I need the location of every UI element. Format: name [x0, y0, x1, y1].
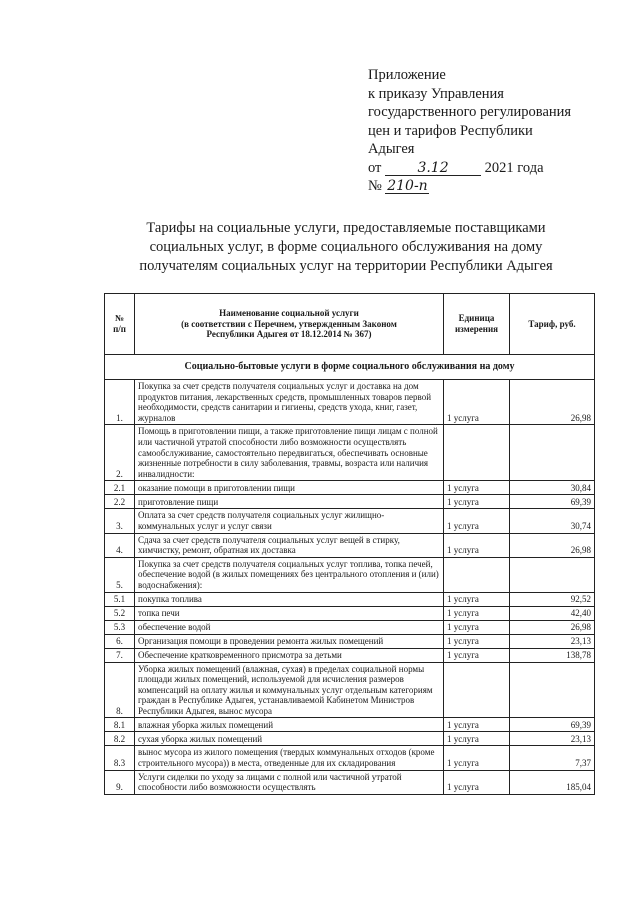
table-row	[105, 557, 595, 592]
row-price: 26,98	[510, 533, 595, 557]
date-prefix: от	[368, 159, 382, 176]
appendix-line: к приказу Управления	[368, 85, 504, 102]
title-line: Тарифы на социальные услуги, предоставляемые поставщиками	[146, 220, 546, 236]
row-name: Покупка за счет средств получателя социальных услуг и доставка на дом продуктов питания, лекарственных средств, промышленных товаров первой необходимости, средств санитарии и гигиены, средств ухода, книг, газет, журналов	[135, 380, 444, 425]
row-name: Сдача за счет средств получателя социальных услуг вещей в стирку, химчистку, ремонт, обратная их доставка	[135, 533, 444, 557]
row-name: Уборка жилых помещений (влажная, сухая) в пределах социальной нормы площади жилых помещений, используемой для исчисления размеров компенсаций на оплату жилья и коммунальных услуг отдельным категориям граждан в Республике Адыгея, устанавливаемой Кабинетом Министров Республики Адыгея, вынос мусора	[135, 662, 444, 718]
row-name: вынос мусора из жилого помещения (твердых коммунальных отходов (кроме строительного мусора)) в места, отведенные для их складирования	[135, 746, 444, 770]
appendix-date-line	[368, 159, 571, 178]
row-price: 185,04	[510, 770, 595, 794]
row-unit: 1 услуга	[444, 380, 510, 425]
row-unit: 1 услуга	[444, 592, 510, 606]
row-price: 138,78	[510, 648, 595, 662]
row-unit: 1 услуга	[444, 606, 510, 620]
row-name: Обеспечение кратковременного присмотра за детьми	[135, 648, 444, 662]
row-unit: 1 услуга	[444, 509, 510, 533]
row-name: покупка топлива	[135, 592, 444, 606]
table-row	[105, 634, 595, 648]
row-unit: 1 услуга	[444, 746, 510, 770]
row-price: 30,74	[510, 509, 595, 533]
appendix-line: цен и тарифов Республики	[368, 122, 533, 139]
table-row	[105, 495, 595, 509]
row-unit	[444, 662, 510, 718]
row-unit: 1 услуга	[444, 732, 510, 746]
handwritten-date: 3.12	[385, 161, 481, 176]
header-name: Наименование социальной услуги (в соответствии с Перечнем, утвержденным Законом Республики Адыгея от 18.12.2014 № 367)	[135, 294, 444, 355]
row-unit: 1 услуга	[444, 770, 510, 794]
row-name: топка печи	[135, 606, 444, 620]
row-name: обеспечение водой	[135, 620, 444, 634]
row-num: 8.	[105, 662, 135, 718]
appendix-line: Адыгея	[368, 141, 415, 157]
row-name: Оплата за счет средств получателя социальных услуг жилищно-коммунальных услуг и услуг связи	[135, 509, 444, 533]
section-title: Социально-бытовые услуги в форме социального обслуживания на дому	[105, 355, 595, 380]
title-line: получателям социальных услуг на территории Республики Адыгея	[139, 258, 553, 274]
row-unit: 1 услуга	[444, 620, 510, 634]
row-unit: 1 услуга	[444, 634, 510, 648]
row-num: 4.	[105, 533, 135, 557]
row-name: Помощь в приготовлении пищи, а также приготовление пищи лицам с полной или частичной утратой способности либо возможности осуществлять самообслуживание, самостоятельно передвигаться, обеспечивать основные жизненные потребности в силу заболевания, травмы, возраста или наличия инвалидности:	[135, 425, 444, 481]
row-num: 2.2	[105, 495, 135, 509]
row-name: Покупка за счет средств получателя социальных услуг топлива, топка печей, обеспечение водой (в жилых помещениях без центрального отопления и (или) водоснабжения):	[135, 557, 444, 592]
title-line: социальных услуг, в форме социального обслуживания на дому	[149, 239, 543, 255]
row-price: 23,13	[510, 634, 595, 648]
table-row	[105, 380, 595, 425]
header-price: Тариф, руб.	[510, 294, 595, 355]
row-price: 92,52	[510, 592, 595, 606]
row-name: сухая уборка жилых помещений	[135, 732, 444, 746]
row-unit: 1 услуга	[444, 533, 510, 557]
table-row	[105, 770, 595, 794]
row-unit: 1 услуга	[444, 648, 510, 662]
row-num: 3.	[105, 509, 135, 533]
table-row	[105, 592, 595, 606]
table-row	[105, 662, 595, 718]
document-title	[100, 219, 592, 276]
row-price: 30,84	[510, 481, 595, 495]
header-num: № п/п	[105, 294, 135, 355]
table-row	[105, 481, 595, 495]
row-price	[510, 662, 595, 718]
appendix-line: Приложение	[368, 67, 446, 83]
row-num: 2.	[105, 425, 135, 481]
row-unit	[444, 557, 510, 592]
table-row	[105, 648, 595, 662]
number-prefix: №	[368, 178, 382, 194]
table-row	[105, 533, 595, 557]
table-row	[105, 732, 595, 746]
row-name: влажная уборка жилых помещений	[135, 718, 444, 732]
row-name: Услуги сиделки по уходу за лицами с полной или частичной утратой способности либо возможности осуществлять	[135, 770, 444, 794]
row-price: 7,37	[510, 746, 595, 770]
row-unit	[444, 425, 510, 481]
appendix-line: государственного регулирования	[368, 104, 572, 120]
row-num: 8.1	[105, 718, 135, 732]
appendix-number-line	[368, 177, 571, 196]
row-price: 42,40	[510, 606, 595, 620]
row-price: 69,39	[510, 718, 595, 732]
row-num: 2.1	[105, 481, 135, 495]
row-name: Организация помощи в проведении ремонта жилых помещений	[135, 634, 444, 648]
row-num: 8.2	[105, 732, 135, 746]
row-num: 9.	[105, 770, 135, 794]
row-num: 5.2	[105, 606, 135, 620]
tariffs-table	[104, 293, 595, 795]
row-num: 5.1	[105, 592, 135, 606]
row-num: 5.3	[105, 620, 135, 634]
row-num: 1.	[105, 380, 135, 425]
row-unit: 1 услуга	[444, 481, 510, 495]
header-unit: Единица измерения	[444, 294, 510, 355]
row-price: 69,39	[510, 495, 595, 509]
row-num: 8.3	[105, 746, 135, 770]
row-unit: 1 услуга	[444, 495, 510, 509]
table-row	[105, 718, 595, 732]
appendix-block	[368, 66, 571, 196]
row-name: приготовление пищи	[135, 495, 444, 509]
row-unit: 1 услуга	[444, 718, 510, 732]
date-suffix: 2021 года	[484, 159, 544, 176]
row-price: 23,13	[510, 732, 595, 746]
row-num: 6.	[105, 634, 135, 648]
row-name: оказание помощи в приготовлении пищи	[135, 481, 444, 495]
section-row	[105, 355, 595, 380]
row-price: 26,98	[510, 380, 595, 425]
table-row	[105, 620, 595, 634]
row-num: 5.	[105, 557, 135, 592]
row-num: 7.	[105, 648, 135, 662]
row-price	[510, 425, 595, 481]
handwritten-number: 210-п	[387, 178, 428, 194]
table-row	[105, 509, 595, 533]
row-price	[510, 557, 595, 592]
table-row	[105, 746, 595, 770]
row-price: 26,98	[510, 620, 595, 634]
table-header-row	[105, 294, 595, 355]
table-row	[105, 425, 595, 481]
table-row	[105, 606, 595, 620]
